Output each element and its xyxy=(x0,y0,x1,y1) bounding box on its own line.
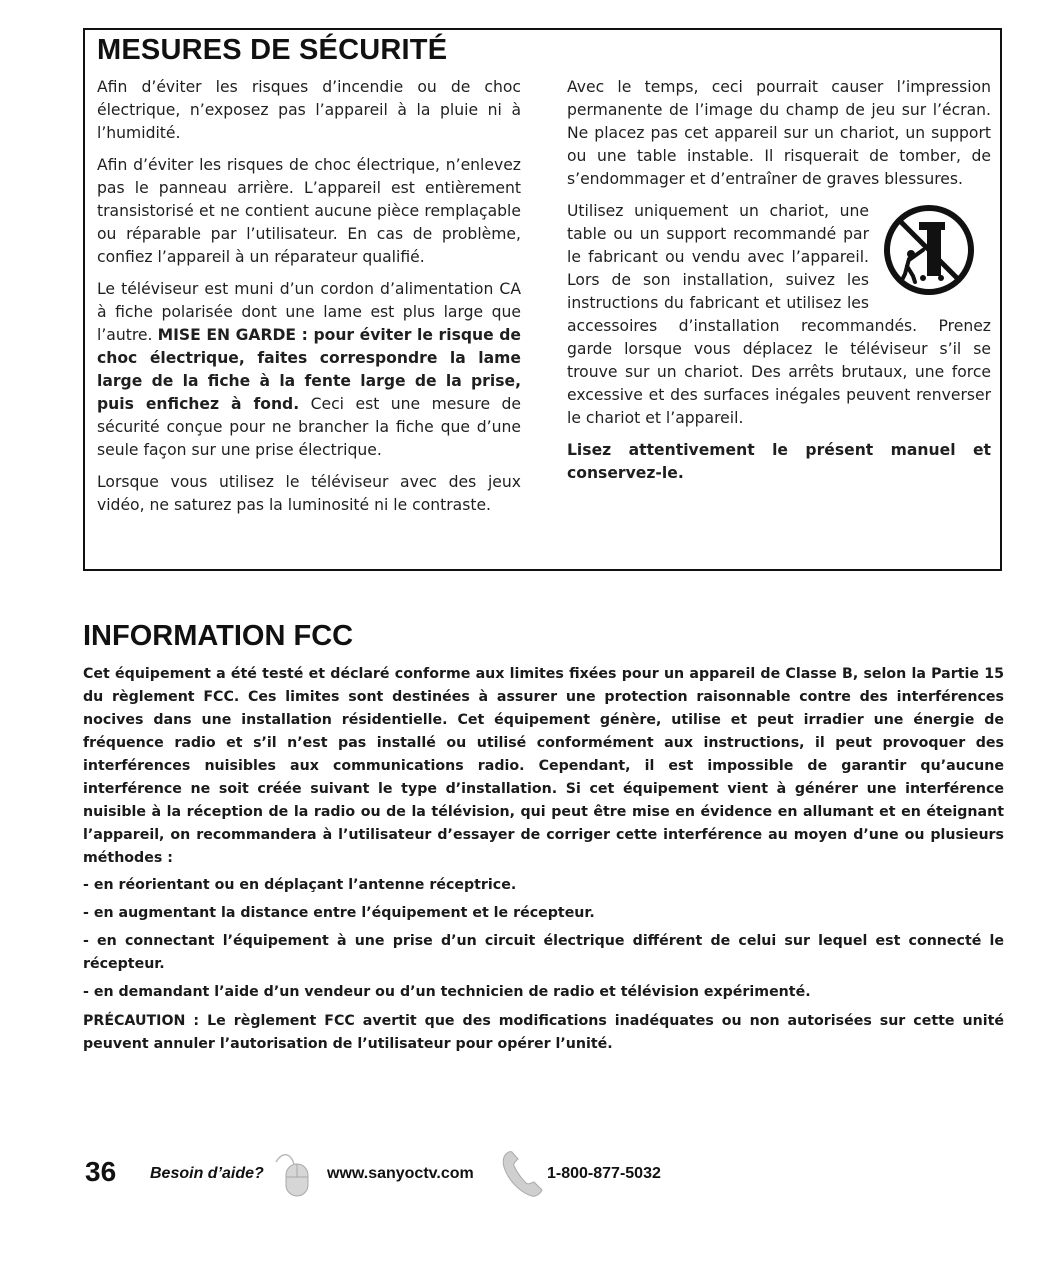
safety-left-column xyxy=(97,76,521,526)
safety-paragraph-7 xyxy=(567,439,991,485)
safety-paragraph-4: Lorsque vous utilisez le téléviseur avec des jeux vidéo, ne saturez pas la luminosité ni le contraste. xyxy=(97,473,521,514)
cart-warning-icon xyxy=(883,204,975,296)
polarized-plug-text: Le téléviseur est muni d’un cordon d’alimentation CA à fiche polarisée dont une lame est plus large que l’autre. xyxy=(97,280,521,344)
fcc-item-1: - en réorientant ou en déplaçant l’antenne réceptrice. xyxy=(83,877,517,893)
caution-label: PRÉCAUTION : xyxy=(83,1013,208,1029)
safety-paragraph-3 xyxy=(97,278,521,462)
fcc-item-2: - en augmentant la distance entre l’équipement et le récepteur. xyxy=(83,905,595,921)
fcc-title: INFORMATION FCC xyxy=(83,620,354,652)
caution-text: Le règlement FCC avertit que des modifications inadéquates ou non autorisées sur cette unité peuvent annuler l’autorisation de l’utilisateur pour opérer l’unité. xyxy=(83,1013,1004,1052)
mouse-icon xyxy=(272,1150,314,1198)
page-footer xyxy=(85,1150,785,1200)
safety-paragraph-2: Afin d’éviter les risques de choc électrique, n’enlevez pas le panneau arrière. L’appareil est entièrement transistorisé et ne contient aucune pièce remplaçable ou réparable par l’utilisateur. En cas de problème, confiez l’appareil à un réparateur qualifié. xyxy=(97,156,521,266)
safety-right-column xyxy=(567,76,991,494)
fcc-caution xyxy=(83,1010,1004,1056)
fcc-intro: Cet équipement a été testé et déclaré conforme aux limites fixées pour un appareil de Classe B, selon la Partie 15 du règlement FCC. Ces limites sont destinées à assurer une protection raisonnable contre des interférences nocives dans une installation résidentielle. Cet équipement génère, utilise et peut irradier une énergie de fréquence radio et s’il n’est pas installé ou utilisé conformément aux instructions, il peut provoquer des interférences nuisibles aux communications radio. Cependant, il est impossible de garantir qu’aucune interférence ne soit créée suivant le type d’installation. Si cet équipement vient à générer une interférence nuisible à la réception de la radio ou de la télévision, qui peut être mise en évidence en allumant et en éteignant l’appareil, on recommandera à l’utilisateur d’essayer de corriger cette interférence au moyen d’une ou plusieurs méthodes : xyxy=(83,666,1004,866)
phone-number: 1-800-877-5032 xyxy=(547,1165,661,1182)
help-label: Besoin d’aide? xyxy=(150,1165,264,1182)
polarized-plug-warning: MISE EN GARDE : pour éviter le risque de choc électrique, faites correspondre la lame large de la fiche à la fente large de la prise, puis enfichez à fond. xyxy=(97,326,521,413)
safety-paragraph-1: Afin d’éviter les risques d’incendie ou de choc électrique, n’exposez pas l’appareil à la pluie ni à l’humidité. xyxy=(97,78,521,142)
read-manual-note: Lisez attentivement le présent manuel et conservez-le. xyxy=(567,441,991,482)
safety-paragraph-5: Avec le temps, ceci pourrait causer l’impression permanente de l’image du champ de jeu sur l’écran. Ne placez pas cet appareil sur un chariot, un support ou une table instable. Il risquerait de tomber, de s’endommager et d’entraîner de graves blessures. xyxy=(567,78,991,188)
safety-section xyxy=(83,28,1002,571)
polarized-plug-text-end: Ceci est une mesure de sécurité conçue pour ne brancher la fiche que d’une seule façon sur une prise électrique. xyxy=(97,395,522,459)
fcc-section xyxy=(83,663,1004,1060)
phone-icon xyxy=(500,1150,546,1198)
website-link[interactable]: www.sanyoctv.com xyxy=(327,1165,474,1182)
safety-paragraph-6: Utilisez uniquement un chariot, une table ou un support recommandé par le fabricant ou vendu avec l’appareil. Lors de son installation, suivez les instructions du fabricant et utilisez les accessoires d’installation recommandés. Prenez garde lorsque vous déplacez le téléviseur s’il se trouve sur un chariot. Des arrêts brutaux, une force excessive et des surfaces inégales peuvent renverser le chariot et l’appareil. xyxy=(567,202,991,427)
page-number: 36 xyxy=(85,1156,117,1187)
fcc-item-3: - en connectant l’équipement à une prise d’un circuit électrique différent de celui sur lequel est connecté le récepteur. xyxy=(83,933,1004,972)
fcc-item-4: - en demandant l’aide d’un vendeur ou d’un technicien de radio et télévision expérimenté. xyxy=(83,984,811,1000)
safety-title: MESURES DE SÉCURITÉ xyxy=(97,34,448,66)
